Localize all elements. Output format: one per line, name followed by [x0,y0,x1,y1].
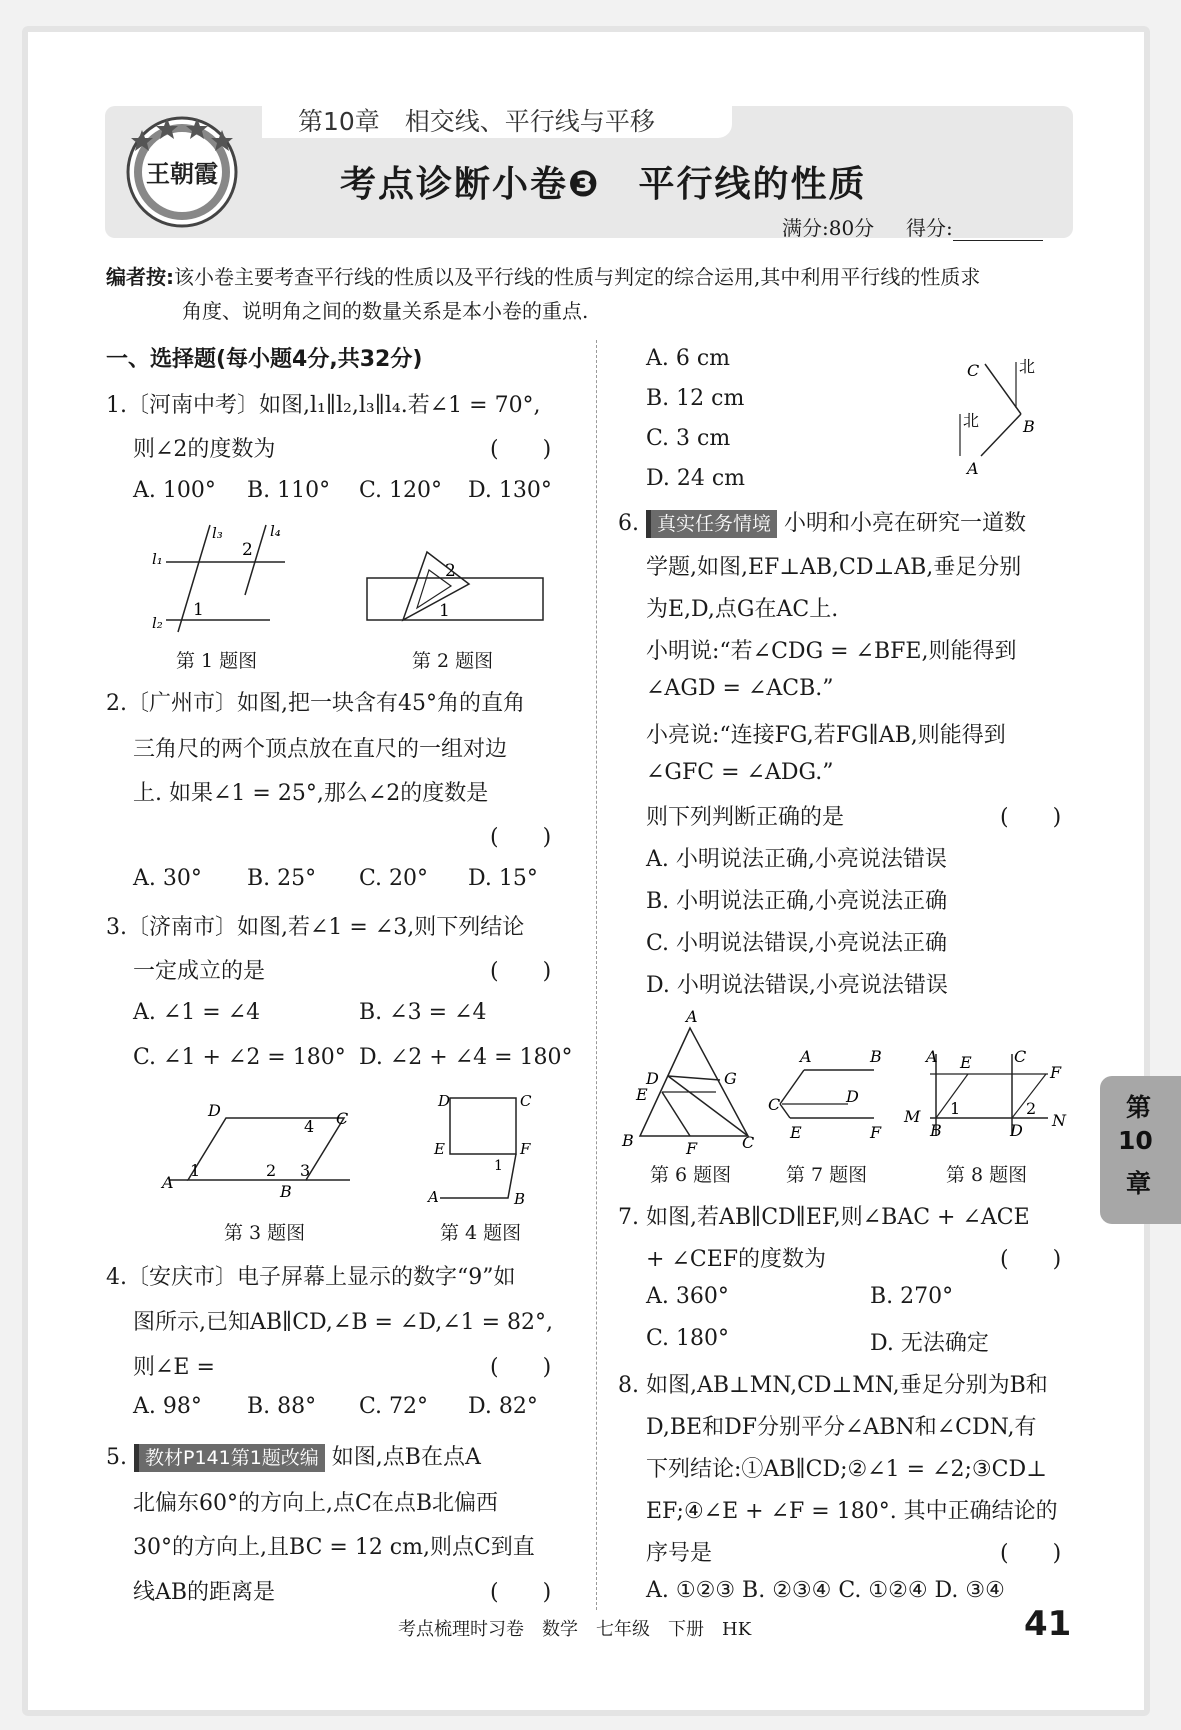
svg-text:N: N [1052,1111,1066,1130]
q5-text-2: 北偏东60°的方向上,点C在点B北偏西 [133,1491,498,1516]
svg-text:C: C [520,1092,532,1110]
q5-text-3: 30°的方向上,且BC = 12 cm,则点C到直 [133,1535,535,1560]
svg-text:C: C [967,361,980,380]
svg-text:1: 1 [494,1158,503,1174]
q6-number: 6. [618,511,639,536]
svg-text:D: D [208,1101,221,1120]
q4-option-c[interactable]: C. 72° [359,1394,429,1419]
svg-text:1: 1 [950,1099,961,1118]
main-title: 考点诊断小卷❸ 平行线的性质 [340,164,867,205]
svg-text:A: A [686,1007,698,1026]
side-tab-3: 章 [1126,1169,1152,1198]
svg-text:A: A [800,1047,812,1066]
svg-text:D: D [438,1092,451,1110]
score-label: 得分: [905,216,953,240]
caption-q8: 第 8 题图 [946,1164,1028,1186]
svg-text:F: F [870,1123,882,1142]
svg-text:F: F [520,1140,531,1158]
q2-text: 2.〔广州市〕如图,把一块含有45°角的直角 [106,691,525,716]
svg-text:C: C [336,1109,349,1128]
footer: 考点梳理时习卷 数学 七年级 下册 HK [398,1619,752,1640]
svg-text:E: E [960,1053,972,1072]
svg-text:E: E [636,1085,648,1104]
q6-option-a[interactable]: A. 小明说法正确,小亮说法错误 [646,847,947,872]
svg-text:A: A [967,459,979,478]
q6-text-4: 小明说:“若∠CDG = ∠BFE,则能得到 [646,639,1017,664]
q2-answer-blank[interactable]: ( ) [490,825,552,850]
svg-text:C: C [768,1095,781,1114]
note-text-2: 角度、说明角之间的数量关系是本小卷的重点. [182,299,589,323]
caption-q4: 第 4 题图 [440,1222,522,1244]
chapter-title: 第10章 相交线、平行线与平移 [298,107,655,136]
svg-text:王朝霞: 王朝霞 [146,159,218,188]
q5-option-b[interactable]: B. 12 cm [646,386,745,411]
publisher-logo [112,110,252,232]
q2-text-2: 三角尺的两个顶点放在直尺的一组对边 [133,737,508,762]
svg-text:B: B [622,1131,634,1150]
note-text: 该小卷主要考查平行线的性质以及平行线的性质与判定的综合运用,其中利用平行线的性质求 [174,265,981,289]
svg-text:A: A [162,1173,174,1192]
q6-text-1: 小明和小亮在研究一道数 [777,511,1027,536]
svg-text:D: D [646,1069,659,1088]
caption-q3: 第 3 题图 [224,1222,306,1244]
figure-q4 [428,1088,538,1208]
q7-text-2: + ∠CEF的度数为 [646,1247,827,1272]
svg-text:l₁: l₁ [152,550,163,568]
svg-text:A: A [926,1047,938,1066]
q7-option-d[interactable]: D. 无法确定 [870,1331,989,1356]
q7-answer-blank[interactable]: ( ) [1000,1247,1062,1272]
q6-text-6: 小亮说:“连接FG,若FG∥AB,则能得到 [646,723,1006,748]
q2-text-3: 上. 如果∠1 = 25°,那么∠2的度数是 [133,781,489,806]
svg-text:2: 2 [1026,1099,1037,1118]
q5-option-c[interactable]: C. 3 cm [646,426,731,451]
svg-text:A: A [428,1188,439,1206]
q7-option-a[interactable]: A. 360° [646,1284,729,1309]
q6-text-5: ∠AGD = ∠ACB.” [646,676,834,701]
figure-q5 [955,358,1045,476]
q4-option-d[interactable]: D. 82° [468,1394,538,1419]
q5-text-1: 如图,点B在点A [324,1445,481,1470]
svg-text:G: G [724,1069,737,1088]
q5-answer-blank[interactable]: ( ) [490,1580,552,1605]
q8-options[interactable]: A. ①②③ B. ②③④ C. ①②④ D. ③④ [646,1578,1005,1603]
q5-text [106,1440,481,1472]
q4-text: 4.〔安庆市〕电子屏幕上显示的数字“9”如 [106,1265,516,1290]
svg-text:D: D [846,1087,859,1106]
editor-note [106,260,1076,328]
q3-option-d[interactable]: D. ∠2 + ∠4 = 180° [359,1045,573,1070]
svg-text:1: 1 [193,600,204,620]
q7-option-b[interactable]: B. 270° [870,1284,954,1309]
side-tab-2: 10 [1118,1126,1153,1155]
figure-q2 [365,548,545,628]
svg-text:2: 2 [242,540,253,560]
q3-option-c[interactable]: C. ∠1 + ∠2 = 180° [133,1045,346,1070]
q1-text-2: 则∠2的度数为 [133,437,276,462]
q1-option-d[interactable]: D. 130° [468,478,552,503]
q6-text-3: 为E,D,点G在AC上. [646,597,839,622]
figure-q7 [764,1046,894,1142]
q4-text-2: 图所示,已知AB∥CD,∠B = ∠D,∠1 = 82°, [133,1310,554,1335]
q7-text: 7. 如图,若AB∥CD∥EF,则∠BAC + ∠ACE [618,1205,1030,1230]
q6-context-tag: 真实任务情境 [646,510,777,538]
svg-text:北: 北 [963,411,980,430]
caption-q7: 第 7 题图 [786,1164,868,1186]
q8-text-5: 序号是 [646,1541,713,1566]
svg-text:1: 1 [190,1161,201,1180]
svg-text:C: C [1014,1047,1027,1066]
figure-q1 [150,520,280,635]
svg-text:3: 3 [300,1161,311,1180]
q8-text: 8. 如图,AB⊥MN,CD⊥MN,垂足分别为B和 [618,1373,1048,1398]
q8-answer-blank[interactable]: ( ) [1000,1541,1062,1566]
svg-text:F: F [686,1139,698,1158]
q6-text [618,506,1026,538]
q3-option-b[interactable]: B. ∠3 = ∠4 [359,1000,487,1025]
q6-text-8: 则下列判断正确的是 [646,805,845,830]
svg-text:M: M [904,1107,921,1126]
svg-text:E: E [434,1140,445,1158]
svg-text:B: B [930,1121,942,1140]
page-number: 41 [1024,1604,1072,1644]
svg-text:B: B [1023,417,1035,436]
svg-text:l₄: l₄ [270,522,281,540]
score-line [782,212,1043,241]
q1-option-c[interactable]: C. 120° [359,478,443,503]
score-blank[interactable] [953,222,1043,241]
q6-answer-blank[interactable]: ( ) [1000,805,1062,830]
q5-number: 5. [106,1445,127,1470]
q5-option-a[interactable]: A. 6 cm [646,346,731,371]
q3-answer-blank[interactable]: ( ) [490,959,552,984]
q3-option-a[interactable]: A. ∠1 = ∠4 [133,1000,261,1025]
q2-option-c[interactable]: C. 20° [359,866,429,891]
caption-q6: 第 6 题图 [650,1164,732,1186]
caption-q1: 第 1 题图 [176,650,258,672]
svg-text:B: B [280,1182,292,1201]
svg-text:2: 2 [445,561,456,581]
column-divider [596,340,597,1610]
q5-source-tag: 教材P141第1题改编 [134,1444,325,1472]
side-tab-1: 第 [1126,1093,1152,1122]
full-score: 满分:80分 [782,216,875,240]
q2-option-a[interactable]: A. 30° [133,866,202,891]
q6-option-c[interactable]: C. 小明说法错误,小亮说法正确 [646,931,948,956]
svg-text:北: 北 [1019,357,1036,376]
svg-text:C: C [742,1133,755,1152]
q5-text-4: 线AB的距离是 [133,1580,276,1605]
q8-text-3: 下列结论:①AB∥CD;②∠1 = ∠2;③CD⊥ [646,1457,1047,1482]
section-heading: 一、选择题(每小题4分,共32分) [106,347,423,372]
svg-text:B: B [870,1047,882,1066]
q3-text: 3.〔济南市〕如图,若∠1 = ∠3,则下列结论 [106,915,525,940]
q5-option-d[interactable]: D. 24 cm [646,466,746,491]
q1-option-a[interactable]: A. 100° [133,478,216,503]
q1-answer-blank[interactable]: ( ) [490,437,552,462]
svg-text:D: D [1010,1121,1023,1140]
svg-text:l₂: l₂ [152,614,163,632]
figure-q8 [898,1046,1068,1146]
q4-text-3: 则∠E = [133,1355,215,1380]
svg-text:4: 4 [304,1117,315,1136]
q8-text-2: D,BE和DF分别平分∠ABN和∠CDN,有 [646,1415,1037,1440]
figure-q6 [620,1008,760,1158]
note-label: 编者按: [106,265,174,289]
chapter-side-tab [1100,1076,1181,1224]
q2-option-d[interactable]: D. 15° [468,866,538,891]
svg-text:l₃: l₃ [212,524,223,542]
q4-option-a[interactable]: A. 98° [133,1394,202,1419]
svg-text:B: B [514,1190,526,1208]
q6-text-2: 学题,如图,EF⊥AB,CD⊥AB,垂足分别 [646,555,1022,580]
q3-text-2: 一定成立的是 [133,959,266,984]
svg-text:F: F [1050,1063,1062,1082]
q6-text-7: ∠GFC = ∠ADG.” [646,760,834,785]
svg-text:1: 1 [439,601,450,621]
q1-option-b[interactable]: B. 110° [247,478,331,503]
q6-option-d[interactable]: D. 小明说法错误,小亮说法错误 [646,973,948,998]
caption-q2: 第 2 题图 [412,650,494,672]
q4-answer-blank[interactable]: ( ) [490,1355,552,1380]
figure-q3 [160,1100,360,1201]
q7-option-c[interactable]: C. 180° [646,1326,730,1351]
q2-option-b[interactable]: B. 25° [247,866,317,891]
svg-text:2: 2 [266,1161,277,1180]
q6-option-b[interactable]: B. 小明说法正确,小亮说法正确 [646,889,948,914]
q8-text-4: EF;④∠E + ∠F = 180°. 其中正确结论的 [646,1499,1058,1524]
q4-option-b[interactable]: B. 88° [247,1394,317,1419]
q1-text: 1.〔河南中考〕如图,l₁∥l₂,l₃∥l₄.若∠1 = 70°, [106,393,541,418]
svg-text:E: E [790,1123,802,1142]
